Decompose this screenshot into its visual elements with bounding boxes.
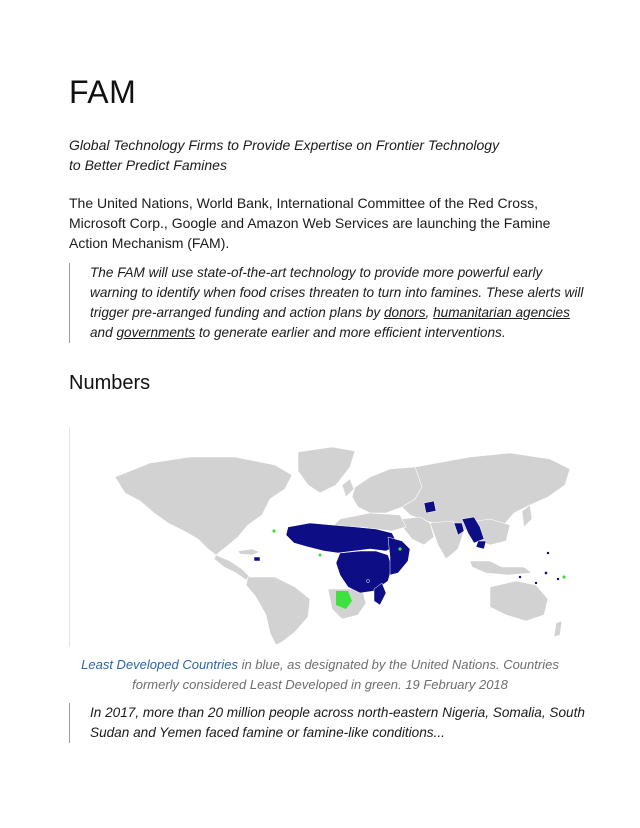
governments-link[interactable]: governments — [116, 325, 196, 340]
world-map-figure — [69, 427, 572, 647]
ldc-solomon-islands — [544, 571, 547, 574]
ldc-afghanistan — [424, 501, 436, 513]
land-north-america — [115, 457, 292, 555]
land-central-america — [214, 555, 250, 580]
former-ldc-samoa — [562, 575, 565, 578]
intro-paragraph: The United Nations, World Bank, International Committee of the Red Cross, Microsoft Corp., Google and Amazon Web Services are launching the Famine Action Mechanism (FAM). — [69, 195, 551, 251]
map-caption — [60, 655, 580, 695]
caption-text: in blue, as designated by the United Nations. Countries formerly considered Least Developed in green. 19 February 2018 — [132, 657, 559, 692]
former-ldc-equatorial-guinea — [319, 554, 322, 557]
least-developed-countries-link[interactable]: Least Developed Countries — [81, 657, 238, 672]
land-new-zealand — [554, 621, 562, 637]
land-south-america — [246, 577, 310, 645]
humanitarian-agencies-link[interactable]: humanitarian agencies — [433, 305, 570, 320]
page-title: FAM — [69, 74, 137, 110]
land-uk — [342, 479, 354, 497]
subtitle-line-2: to Better Predict Famines — [69, 157, 227, 173]
former-ldc-cape-verde — [272, 529, 275, 532]
ldc-vanuatu — [557, 578, 560, 581]
ldc-cambodia — [476, 541, 486, 549]
land-indonesia — [470, 561, 532, 575]
ldc-haiti — [254, 557, 260, 561]
ldc-kiribati — [535, 582, 538, 585]
land-australia — [490, 581, 548, 621]
subtitle — [69, 135, 549, 175]
numbers-heading: Numbers — [69, 372, 151, 394]
subtitle-line-1: Global Technology Firms to Provide Expertise on Frontier Technology — [69, 137, 500, 153]
world-map — [70, 427, 572, 647]
ldc-comoros — [367, 580, 370, 583]
land-caribbean — [238, 549, 260, 555]
ldc-timor-leste — [519, 576, 522, 579]
ldc-tuvalu — [547, 552, 550, 555]
quote-comma: , — [425, 305, 434, 320]
quote-and: and — [90, 325, 117, 340]
fam-quote — [69, 263, 590, 343]
donors-link[interactable]: donors — [383, 305, 426, 320]
quote-text-after: to generate earlier and more efficient interventions. — [195, 325, 506, 340]
quote-text-before: The FAM will use state-of-the-art technology to provide more powerful early warning to identify when food crises threaten to turn into famines. These alerts will trigger pre-arranged funding and action plans by — [90, 265, 584, 320]
ldc-horn-of-africa — [388, 537, 410, 575]
former-ldc-maldives — [398, 547, 401, 550]
famine-quote: In 2017, more than 20 million people across north-eastern Nigeria, Somalia, South Sudan and Yemen faced famine or famine-like conditions... — [69, 703, 590, 743]
